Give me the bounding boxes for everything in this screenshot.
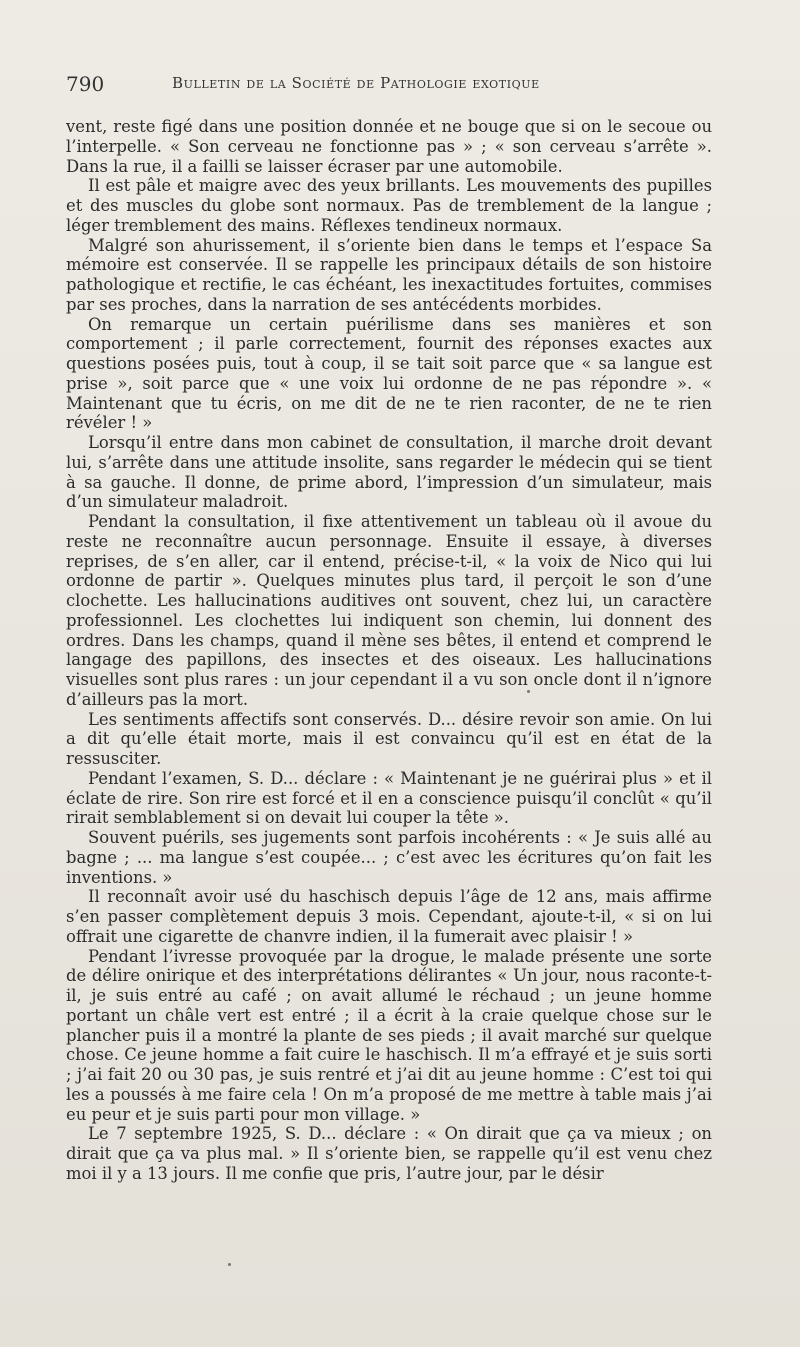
paragraph: Il reconnaît avoir usé du haschisch depuis l’âge de 12 ans, mais affirme s’en passer complètement depuis 3 mois. Cependant, ajoute-t-il, « si on lui offrait une cigarette de chanvre indien, il la fumerait avec plaisir ! »: [66, 887, 712, 946]
paragraph: Malgré son ahurissement, il s’oriente bien dans le temps et l’espace Sa mémoire est conservée. Il se rappelle les principaux détails de son histoire pathologique et rectifie, le cas échéant, les inexactitudes fortuites, commises par ses proches, dans la narration de ses antécédents morbides.: [66, 235, 712, 314]
paragraph: Pendant l’examen, S. D... déclare : « Maintenant je ne guérirai plus » et il éclate de rire. Son rire est forcé et il en a conscience puisqu’il conclût « qu’il rirait semblablement si on devait lui couper la tête ».: [66, 768, 712, 828]
paragraph: Souvent puérils, ses jugements sont parfois incohérents : « Je suis allé au bagne ; ... ma langue s’est coupée... ; c’est avec les écritures qu’on fait les inventions. »: [66, 828, 712, 887]
paragraph: Le 7 septembre 1925, S. D... déclare : « On dirait que ça va mieux ; on dirait que ça va plus mal. » Il s’oriente bien, se rappelle qu’il est venu chez moi il y a 13 jours. Il me confie que pris, l’autre jour, par le désir: [66, 1124, 712, 1183]
paragraph: Il est pâle et maigre avec des yeux brillants. Les mouvements des pupilles et des muscles du globe sont normaux. Pas de tremblement de la langue ; léger tremblement des mains. Réflexes tendineux normaux.: [66, 176, 712, 235]
page-number: 790: [66, 72, 105, 96]
paragraph: Les sentiments affectifs sont conservés. D... désire revoir son amie. On lui a dit qu’elle était morte, mais il est convaincu qu’il est en état de la ressusciter.: [66, 709, 712, 768]
paragraph: Pendant la consultation, il fixe attentivement un tableau où il avoue du reste ne reconnaître aucun personnage. Ensuite il essaye, à diverses reprises, de s’en aller, car il entend, précise-t-il, « la voix de Nico qui lui ordonne de partir ». Quelques minutes plus tard, il perçoit le son d’une clochette. Les hallucinations auditives ont souvent, chez lui, un caractère professionnel. Les clochettes lui indiquent son chemin, lui donnent des ordres. Dans les champs, quand il mène ses bêtes, il entend et comprend le langage des papillons, des insectes et des oiseaux. Les hallucinations visuelles sont plus rares : un jour cependant il a vu son oncle dont il n’ignore d’ailleurs pas la mort.: [66, 512, 712, 709]
paragraph-continuation: vent, reste figé dans une position donnée et ne bouge que si on le secoue ou l’interpelle. « Son cerveau ne fonctionne pas » ; « son cerveau s’arrête ». Dans la rue, il a failli se laisser écraser par une automobile.: [66, 117, 712, 176]
paragraph: Lorsqu’il entre dans mon cabinet de consultation, il marche droit devant lui, s’arrête dans une attitude insolite, sans regarder le médecin qui se tient à sa gauche. Il donne, de prime abord, l’impression d’un simulateur, mais d’un simulateur maladroit.: [66, 433, 712, 512]
page-header: [66, 72, 716, 102]
body-text: [66, 117, 712, 1184]
running-title: Bulletin de la Société de Pathologie exotique: [172, 74, 540, 92]
ink-speck: [527, 690, 530, 693]
paragraph: On remarque un certain puérilisme dans ses manières et son comportement ; il parle correctement, fournit des réponses exactes aux questions posées puis, tout à coup, il se tait soit parce que « sa langue est prise », soit parce que « une voix lui ordonne de ne pas répondre ». « Maintenant que tu écris, on me dit de ne te rien raconter, de ne te rien révéler ! »: [66, 314, 712, 433]
ink-speck: [228, 1263, 231, 1266]
paragraph: Pendant l’ivresse provoquée par la drogue, le malade présente une sorte de délire onirique et des interprétations délirantes « Un jour, nous raconte-t-il, je suis entré au café ; on avait allumé le réchaud ; un jeune homme portant un châle vert est entré ; il a écrit à la craie quelque chose sur le plancher puis il a montré la plante de ses pieds ; il avait marché sur quelque chose. Ce jeune homme a fait cuire le haschisch. Il m’a effrayé et je suis sorti ; j’ai fait 20 ou 30 pas, je suis rentré et j’ai dit au jeune homme : C’est toi qui les a poussés à me faire cela ! On m’a proposé de me mettre à table mais j’ai eu peur et je suis parti pour mon village. »: [66, 946, 712, 1124]
